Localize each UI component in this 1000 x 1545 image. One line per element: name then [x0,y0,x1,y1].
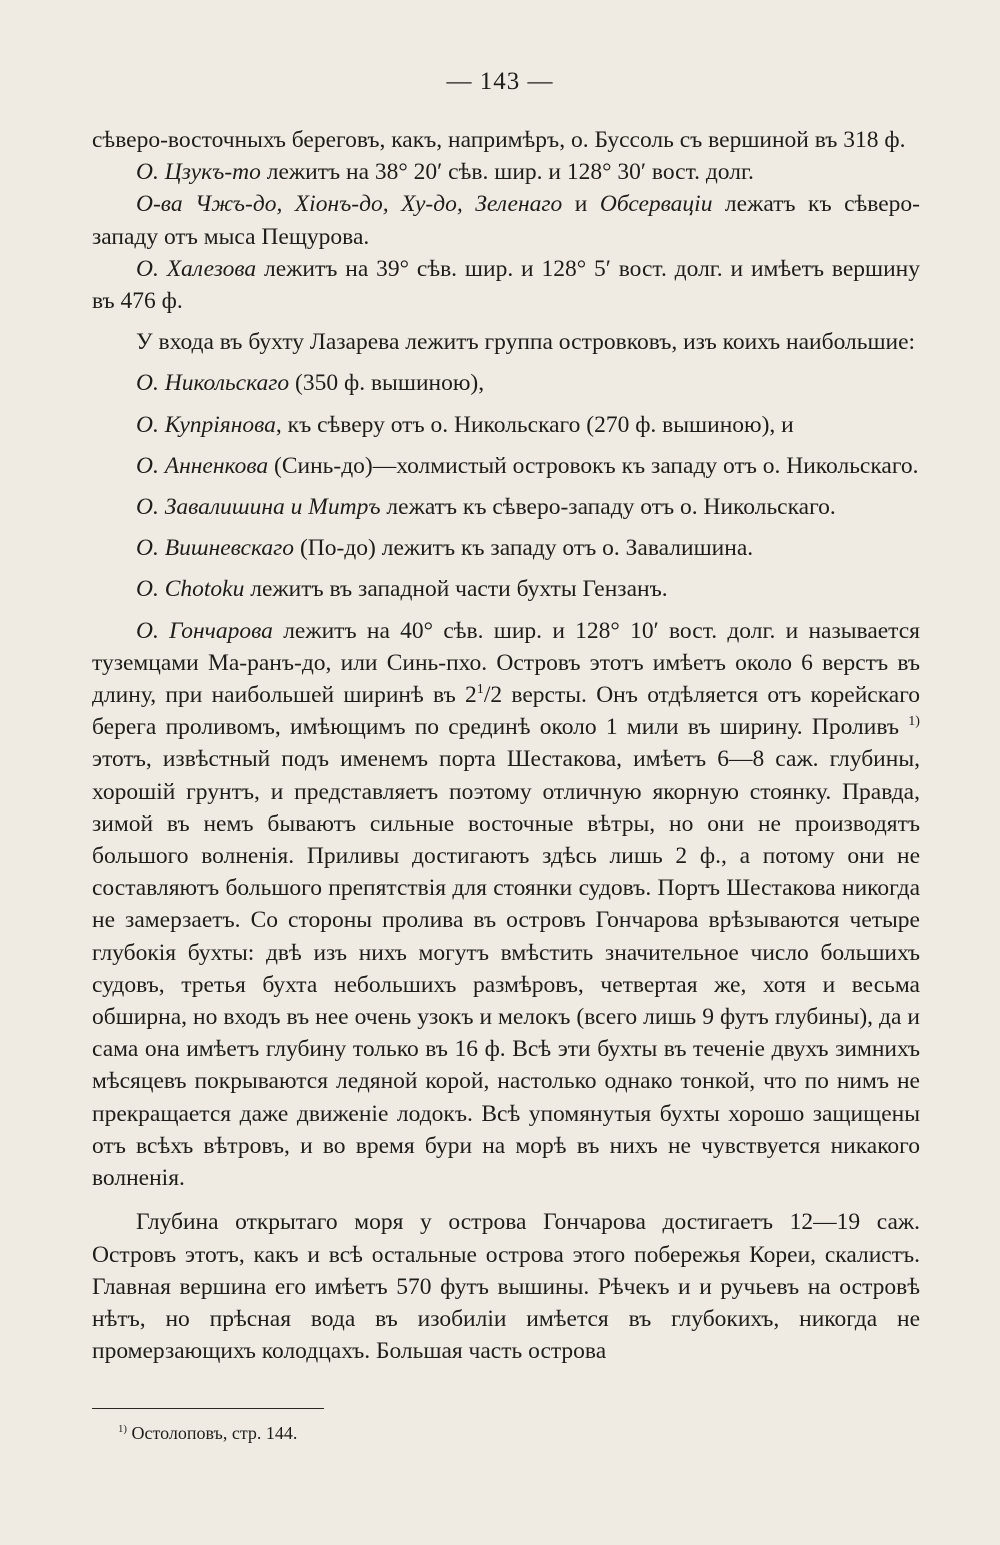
paragraph-annenkova: О. Анненкова (Синь-до)—холмистый островокъ къ западу отъ о. Никольскаго. [136,452,919,479]
footnote [118,1421,297,1445]
paragraph-goncharova: О. Гончарова лежитъ на 40° сѣв. шир. и 128° 10′ вост. долг. и называется туземцами Ма-ранъ-до, или Синь-пхо. Островъ этотъ имѣетъ около 6 верстъ въ длину, при наибольшей ширинѣ въ $2^1/2$ версты. Онъ отдѣляется отъ корейскаго берега проливомъ, имѣющимъ по срединѣ около 1 мили въ ширину. Проливъ $^{1)}$ этотъ, извѣстный подъ именемъ порта Шестакова, имѣетъ 6—8 саж. глубины, хорошій грунтъ, и представляетъ поэтому отличную якорную стоянку. Правда, зимой въ немъ бываютъ сильные восточные вѣтры, но они не производятъ большого волненія. Приливы достигаютъ здѣсь лишь 2 ф., а потому они не составляютъ большого препятствія для стоянки судовъ. Портъ Шестакова никогда не замерзаетъ. Со стороны пролива въ островъ Гончарова врѣзываются четыре глубокія бухты: двѣ изъ нихъ могутъ вмѣстить значительное число большихъ судовъ, третья бухта небольшихъ размѣровъ, четвертая же, хотя и весьма обширна, но входъ въ нее очень узокъ и мелокъ (всего лишь 9 футъ глубины), да и сама она имѣетъ глубину только въ 16 ф. Всѣ эти бухты въ теченіе двухъ зимнихъ мѣсяцевъ покрываются ледяной корой, настолько однако тонкой, что по нимъ не прекращается даже движеніе лодокъ. Всѣ упомянутыя бухты хорошо защищены отъ всѣхъ вѣтровъ, и во время бури на морѣ въ нихъ не чувствуется никакого волненія. [92,617,920,1192]
island-name: О. Никольскаго [136,370,290,397]
fraction-numerator: 1 [476,681,484,698]
footnote-text: Остолоповъ, стр. 144. [127,1423,298,1443]
paragraph-depth: Глубина открытаго моря у острова Гончарова достигаетъ 12—19 саж. Островъ этотъ, какъ и всѣ остальные острова этого побережья Кореи, скалистъ. Главная вершина его имѣетъ 570 футъ вышины. Рѣчекъ и и ручьевъ на островѣ нѣтъ, но прѣсная вода въ изобиліи имѣется въ глубокихъ, никогда не промерзающихъ колодцахъ. Большая часть острова [92,1209,920,1365]
paragraph-zavalishina: О. Завалишина и Митръ лежатъ къ сѣверо-западу отъ о. Никольскаго. [136,494,836,521]
paragraph-nikolskago: О. Никольскаго (350 ф. вышиною), [136,370,485,397]
paragraph-khalezova: О. Халезова лежитъ на 39° сѣв. шир. и 128° 5′ вост. долг. и имѣетъ вершину въ 476 ф. [92,255,920,315]
island-name: О. Халезова [136,255,257,282]
island-name: О. Цзукъ-то [136,159,261,186]
main-text [92,124,920,1367]
footnote-rule [92,1408,324,1409]
paragraph-kupriyanova: О. Купріянова, къ сѣверу отъ о. Никольскаго (270 ф. вышиною), и [136,411,794,438]
island-name: О. Купріянова [136,411,276,438]
paragraph-chotoku: О. Chotoku лежитъ въ западной части бухты Гензанъ. [136,576,668,603]
island-names: О-ва Чжъ-до, Хіонъ-до, Ху-до, Зеленаго [136,191,563,218]
paragraph-continuation: сѣверо-восточныхъ береговъ, какъ, напримѣръ, о. Буссоль съ вершиной въ 318 ф. [92,127,906,153]
page-number: — 143 — [446,68,554,95]
paragraph-tsuk-to: О. Цзукъ-то лежитъ на 38° 20′ сѣв. шир. и 128° 30′ вост. долг. [136,159,754,186]
island-name: О. Chotoku [136,576,245,603]
footnote-reference: 1) [908,713,920,730]
island-name: О. Анненкова [136,452,269,479]
fraction-denominator: /2 [483,682,503,709]
island-name: О. Вишневскаго [136,535,295,562]
island-name: Обсерваціи [599,191,713,218]
footnote-mark: 1) [118,1423,127,1435]
island-name: О. Гончарова [136,617,273,644]
paragraph-lazarev-bay: У входа въ бухту Лазарева лежитъ группа островковъ, изъ коихъ наибольшие: [136,329,916,356]
island-name: О. Завалишина и Митръ [136,494,381,521]
paragraph-islands-group: О-ва Чжъ-до, Хіонъ-до, Ху-до, Зеленаго и Обсерваціи лежатъ къ сѣверо-западу отъ мыса Пещурова. [92,191,920,250]
paragraph-vishnevskago: О. Вишневскаго (По-до) лежитъ къ западу отъ о. Завалишина. [136,535,754,562]
